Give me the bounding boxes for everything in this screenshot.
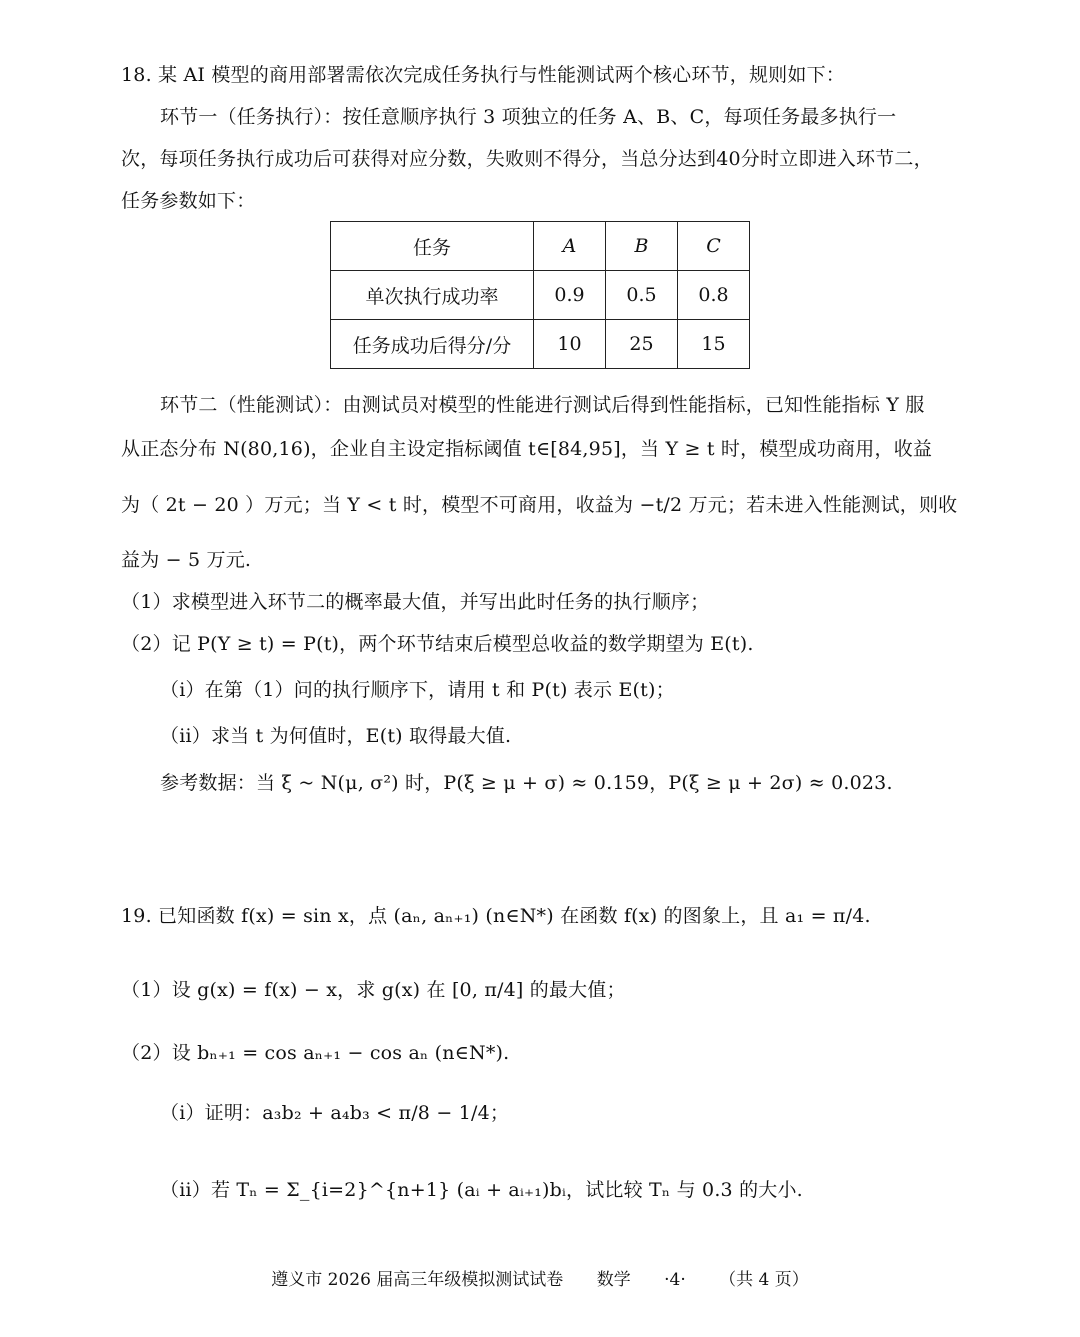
table-header-cell: B — [606, 222, 678, 271]
q18-part2-ii: （ii）求当 t 为何值时，E(t) 取得最大值. — [160, 725, 512, 747]
q18-intro: 18. 某 AI 模型的商用部署需依次完成任务执行与性能测试两个核心环节，规则如下： — [121, 64, 845, 86]
q18-stage1-line3: 任务参数如下： — [121, 190, 256, 212]
q18-part2: （2）记 P(Y ≥ t) = P(t)，两个环节结束后模型总收益的数学期望为 E(t). — [121, 633, 754, 655]
table-header-cell: C — [678, 222, 750, 271]
q19-part2: （2）设 bₙ₊₁ = cos aₙ₊₁ − cos aₙ (n∈N*). — [121, 1042, 510, 1064]
table-cell: 15 — [678, 320, 750, 369]
q18-part2-i: （i）在第（1）问的执行顺序下，请用 t 和 P(t) 表示 E(t)； — [160, 679, 675, 701]
table-cell: 25 — [606, 320, 678, 369]
q18-stage2-line3: 为（ 2t − 20 ）万元；当 Y < t 时，模型不可商用，收益为 −t/2 万元；若未进入性能测试，则收 — [121, 494, 958, 516]
footer-subject: 数学 — [596, 1270, 631, 1290]
q18-stage1-line2: 次，每项任务执行成功后可获得对应分数，失败则不得分，当总分达到40分时立即进入环节二， — [121, 148, 933, 170]
footer-page-number: ·4· — [664, 1270, 686, 1290]
table-header-cell: 任务 — [331, 222, 534, 271]
page-footer — [0, 1268, 1080, 1292]
footer-page-total: （共 4 页） — [719, 1270, 809, 1290]
table-cell: 0.5 — [606, 271, 678, 320]
table-cell: 0.8 — [678, 271, 750, 320]
table-row — [331, 320, 750, 369]
task-parameter-table — [330, 221, 750, 369]
q18-stage2-line2: 从正态分布 N(80,16)，企业自主设定指标阈值 t∈[84,95]，当 Y ≥ t 时，模型成功商用，收益 — [121, 438, 933, 460]
table-cell: 单次执行成功率 — [331, 271, 534, 320]
q19-part1: （1）设 g(x) = f(x) − x，求 g(x) 在 [0, π/4] 的最大值； — [121, 979, 626, 1001]
q19-part2-ii: （ii）若 Tₙ = Σ_{i=2}^{n+1} (aᵢ + aᵢ₊₁)bᵢ，试比较 Tₙ 与 0.3 的大小. — [160, 1179, 803, 1201]
table-cell: 10 — [534, 320, 606, 369]
footer-exam-title: 遵义市 2026 届高三年级模拟测试试卷 — [271, 1270, 564, 1290]
q19-intro: 19. 已知函数 f(x) = sin x，点 (aₙ, aₙ₊₁) (n∈N*) 在函数 f(x) 的图象上，且 a₁ = π/4. — [121, 905, 871, 927]
q18-stage1-line1: 环节一（任务执行）：按任意顺序执行 3 项独立的任务 A、B、C，每项任务最多执行一 — [160, 106, 897, 128]
table-row — [331, 271, 750, 320]
q18-stage2-line1: 环节二（性能测试）：由测试员对模型的性能进行测试后得到性能指标，已知性能指标 Y 服 — [160, 394, 925, 416]
q19-part2-i: （i）证明：a₃b₂ + a₄b₃ < π/8 − 1/4； — [160, 1102, 510, 1124]
q18-stage2-line4: 益为 − 5 万元. — [121, 549, 252, 571]
q18-reference-data: 参考数据：当 ξ ~ N(μ, σ²) 时，P(ξ ≥ μ + σ) ≈ 0.159，P(ξ ≥ μ + 2σ) ≈ 0.023. — [160, 772, 893, 794]
table-header-row — [331, 222, 750, 271]
table-header-cell: A — [534, 222, 606, 271]
table-cell: 0.9 — [534, 271, 606, 320]
q18-part1: （1）求模型进入环节二的概率最大值，并写出此时任务的执行顺序； — [121, 591, 710, 613]
table-cell: 任务成功后得分/分 — [331, 320, 534, 369]
